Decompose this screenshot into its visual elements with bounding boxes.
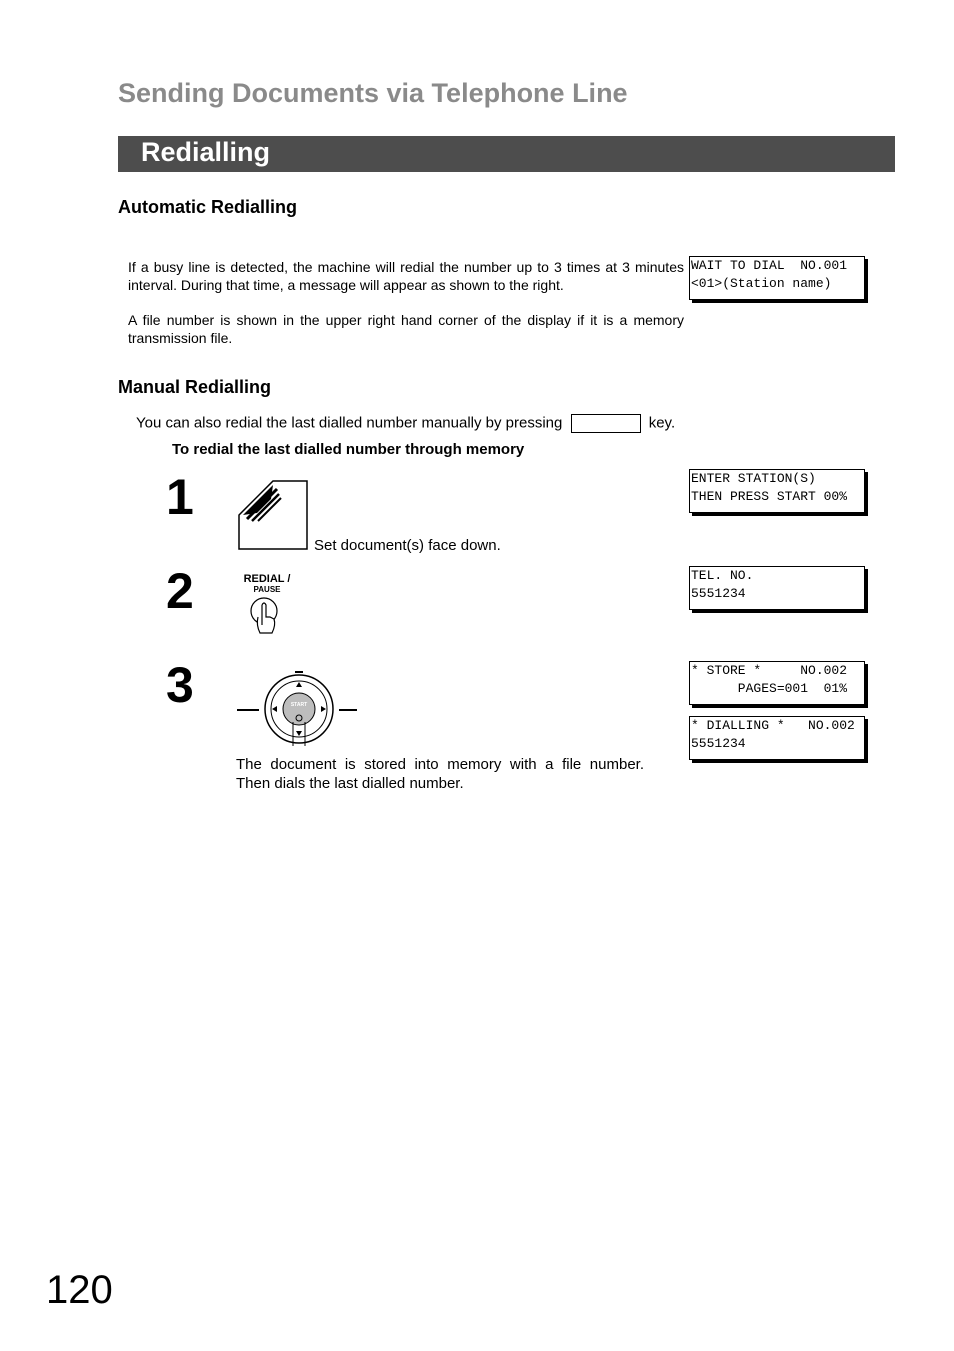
automatic-paragraph-1: If a busy line is detected, the machine will redial the number up to 3 times at 3 minutes interval. During that time, a message will appear as shown to the right. <box>128 259 684 293</box>
banner-title: Redialling <box>141 137 271 167</box>
lcd-enter-station <box>689 469 865 513</box>
step-3-caption <box>236 755 644 793</box>
start-key-label: START <box>290 702 308 708</box>
step-1-caption: Set document(s) face down. <box>314 537 501 554</box>
memory-redial-subheading: To redial the last dialled number through memory <box>172 441 525 458</box>
lcd-line-1: WAIT TO DIAL NO.001 <box>691 258 848 273</box>
lcd-wait-to-dial <box>689 256 865 300</box>
pause-key-label: PAUSE <box>253 585 281 594</box>
manual-redialling-heading: Manual Redialling <box>118 377 272 397</box>
lcd-store <box>689 661 865 705</box>
lcd-line-2: <01>(Station name) <box>691 276 832 291</box>
lcd-line-1: TEL. NO. <box>691 568 754 583</box>
redial-pause-key <box>232 573 302 646</box>
step-number-3: 3 <box>166 657 194 713</box>
automatic-paragraph-2: A file number is shown in the upper right hand corner of the display if it is a memory transmission file. <box>128 312 684 346</box>
redial-key-box <box>571 414 641 433</box>
section-title: Sending Documents via Telephone Line <box>118 78 628 108</box>
lcd-line-2: 5551234 <box>691 736 746 751</box>
lcd-line-2: 5551234 <box>691 586 746 601</box>
lcd-line-1: ENTER STATION(S) <box>691 471 816 486</box>
lcd-line-2: THEN PRESS START 00% <box>691 489 848 504</box>
page-banner <box>118 136 895 172</box>
lcd-dialling <box>689 716 865 760</box>
lcd-line-1: * DIALLING * NO.002 <box>691 718 855 733</box>
lcd-line-2: PAGES=001 01% <box>691 681 848 696</box>
manual-intro <box>136 414 675 433</box>
step-3-caption-line-1: The document is stored into memory with a file number. <box>236 756 644 773</box>
finger-press-icon <box>232 595 302 641</box>
step-number-1: 1 <box>166 469 194 525</box>
step-number-2: 2 <box>166 563 194 619</box>
lcd-tel-no <box>689 566 865 610</box>
manual-intro-text: You can also redial the last dialled number manually by pressing <box>136 414 563 432</box>
automatic-redialling-heading: Automatic Redialling <box>118 197 298 217</box>
document-face-down-icon <box>237 479 309 551</box>
page-number: 120 <box>46 1268 113 1312</box>
step-3-caption-line-2: Then dials the last dialled number. <box>236 775 464 792</box>
manual-intro-key-word: key. <box>648 414 676 432</box>
start-key-dial <box>237 668 359 750</box>
redial-key-label: REDIAL / <box>243 573 291 585</box>
lcd-line-1: * STORE * NO.002 <box>691 663 848 678</box>
